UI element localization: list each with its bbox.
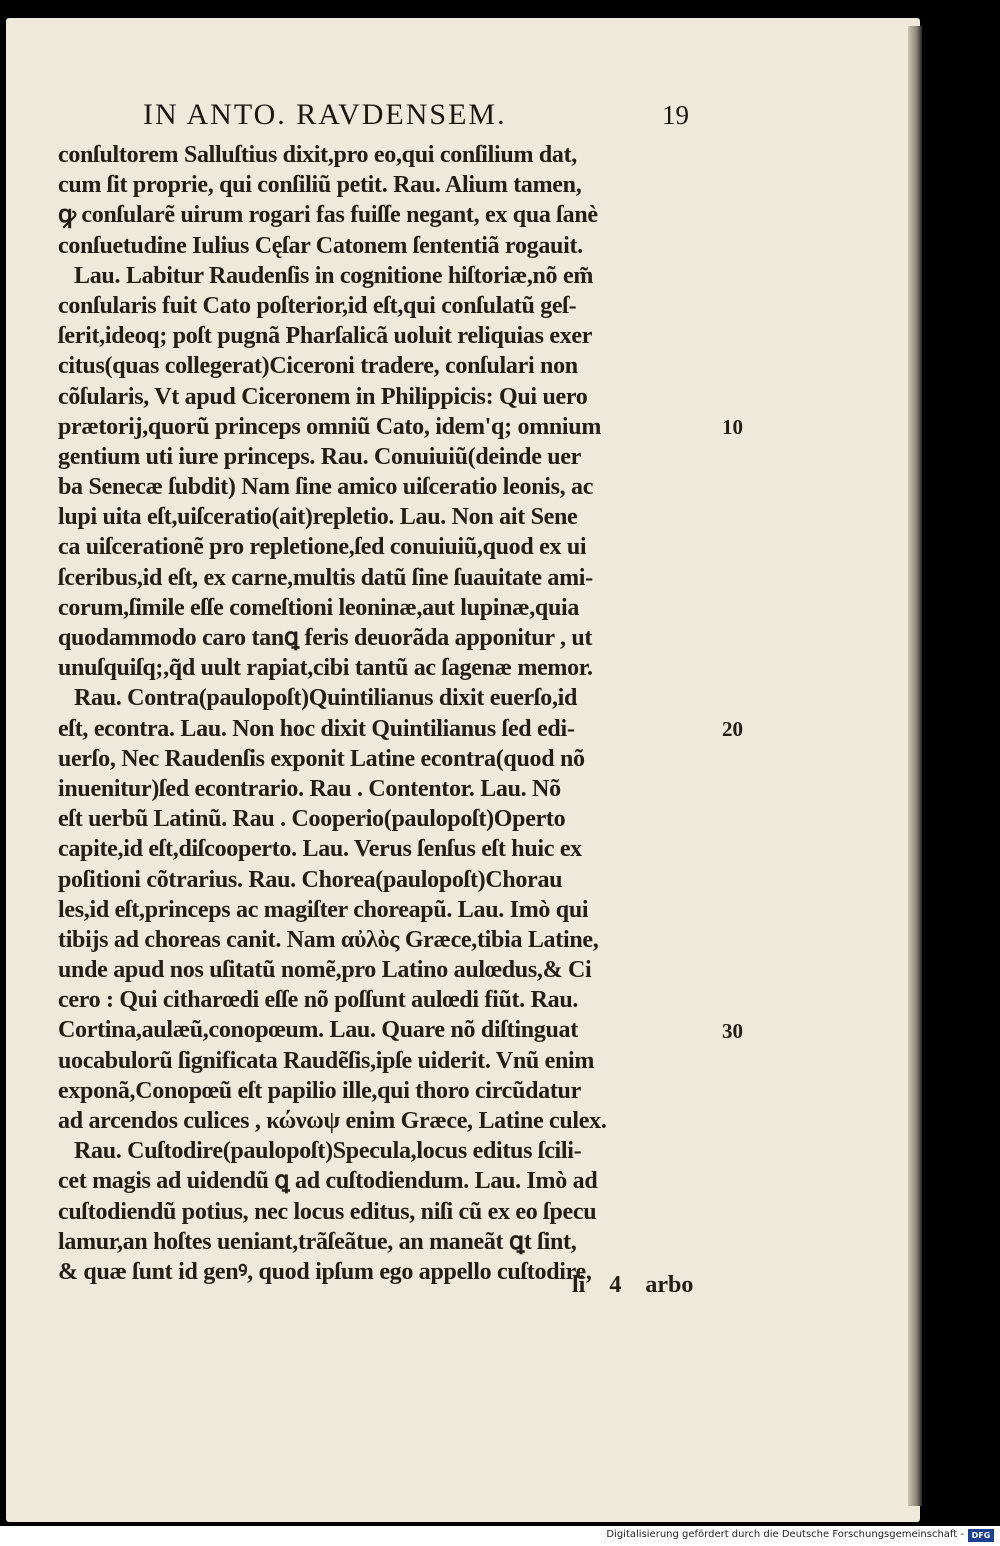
text-line: uerſo, Nec Raudenſis exponit Latine econtra(quod nõ xyxy=(58,745,585,772)
text-line: unde apud nos uſitatũ nomẽ,pro Latino aulœdus,& Ci xyxy=(58,957,592,984)
page-number: 19 xyxy=(662,100,689,130)
text-line: cero : Qui citharœdi eſſe nõ poſſunt aulœdi fiũt. Rau. xyxy=(58,987,579,1014)
text-line: uocabulorũ ſignificata Raudẽſis,ipſe uiderit. Vnũ enim xyxy=(58,1047,595,1074)
text-line: capite,id eſt,diſcooperto. Lau. Verus ſenſus eſt huic ex xyxy=(58,836,582,863)
catchword-line xyxy=(572,1272,693,1299)
text-line: quodammodo caro tanꝗ feris deuorãda apponitur , ut xyxy=(58,625,593,651)
text-line: ba Senecæ ſubdit) Nam ſine amico uiſceratio leonis, ac xyxy=(58,474,594,501)
text-line: citus(quas collegerat)Ciceroni tradere, conſulari non xyxy=(58,353,578,380)
margin-line-number: 30 xyxy=(722,1018,743,1043)
text-line: Lau. Labitur Raudenſis in cognitione hiſtoriæ,nõ em̃ xyxy=(74,262,594,289)
text-line: eſt, econtra. Lau. Non hoc dixit Quintilianus ſed edi- xyxy=(58,715,575,742)
text-line: Rau. Contra(paulopoſt)Quintilianus dixit euerſo,id xyxy=(74,685,578,712)
footer-bar xyxy=(0,1526,1000,1546)
text-line: Cortina,aulæũ,conopœum. Lau. Quare nõ diſtinguat xyxy=(58,1017,578,1044)
text-line: cuſtodiendũ potius, nec locus editus, niſi cũ ex eo ſpecu xyxy=(58,1198,597,1225)
text-line: cum ſit proprie, qui conſiliũ petit. Rau. Alium tamen, xyxy=(58,172,582,199)
dfg-logo-icon: DFG xyxy=(968,1529,994,1542)
funding-credit: Digitalisierung gefördert durch die Deutsche Forschungsgemeinschaft - xyxy=(606,1529,964,1540)
catchword: arbo xyxy=(645,1272,694,1298)
text-line: prætorij,quorũ princeps omniũ Cato, idem'q; omnium xyxy=(58,413,602,440)
text-line: Rau. Cuſtodire(paulopoſt)Specula,locus editus ſcili- xyxy=(74,1138,582,1165)
text-line: les,id eſt,princeps ac magiſter choreарũ. Lau. Imò qui xyxy=(58,896,589,923)
text-line: ꝙ conſularẽ uirum rogari fas fuiſſe negant, ex qua ſanè xyxy=(58,202,598,229)
text-line: ad arcendos culices , κώνωψ enim Græce, Latine culex. xyxy=(58,1108,607,1134)
signature-mark: li 4 xyxy=(572,1272,622,1298)
text-line: gentium uti iure princeps. Rau. Conuiuiũ(deinde uer xyxy=(58,443,582,470)
text-line: tibijs ad choreas canit. Nam αὐλὸς Græce,tibia Latine, xyxy=(58,926,599,953)
main-text-block xyxy=(58,140,748,1287)
margin-line-number: 20 xyxy=(722,716,743,741)
text-line: ca uiſcerationẽ pro repletione,ſed conuiuiũ,quod ex ui xyxy=(58,534,587,561)
text-line: ſceribus,id eſt, ex carne,multis datũ ſine ſuauitate ami- xyxy=(58,564,593,591)
running-title: IN ANTO. RAVDENSEM. xyxy=(143,98,507,131)
text-line: lamur,an hoſtes ueniant,trãſeãtue, an maneãt ꝗt ſint, xyxy=(58,1228,577,1255)
margin-line-number: 10 xyxy=(722,414,743,439)
text-line: exponã,Conopœũ eſt papilio ille,qui thoro circũdatur xyxy=(58,1077,581,1104)
text-line: poſitioni cõtrarius. Rau. Chorea(paulopoſt)Chorau xyxy=(58,866,563,893)
text-line: inuenitur)ſed econtrario. Rau . Contentor. Lau. Nõ xyxy=(58,775,561,802)
text-line: conſuetudine Iulius Cęſar Catonem ſententiã rogauit. xyxy=(58,232,583,259)
text-line: eſt uerbũ Latinũ. Rau . Cooperio(paulopoſt)Operto xyxy=(58,806,566,833)
text-line: cõſularis, Vt apud Ciceronem in Philippicis: Qui uero xyxy=(58,383,588,410)
text-line: conſularis fuit Cato poſterior,id eſt,qui conſulatũ geſ- xyxy=(58,292,577,319)
text-line: lupi uita eſt,uiſceratio(ait)repletio. Lau. Non ait Sene xyxy=(58,504,578,531)
text-line: unuſquiſq;,q̃d uult rapiat,cibi tantũ ac ſagenæ memor. xyxy=(58,655,593,682)
text-line: corum,ſimile eſſe comeſtioni leoninæ,aut lupinæ,quia xyxy=(58,594,580,621)
text-line: conſultorem Salluſtius dixit,pro eo,qui conſilium dat, xyxy=(58,142,577,168)
text-line: ſerit,ideoq; poſt pugnã Pharſalicã uoluit reliquias exer xyxy=(58,323,593,350)
page-gutter-shadow xyxy=(908,26,922,1506)
text-line: cet magis ad uidendũ ꝗ ad cuſtodiendum. Lau. Imò ad xyxy=(58,1168,598,1195)
text-line: & quæ ſunt id genꝰ, quod ipſum ego appello cuſtodire, xyxy=(58,1258,592,1285)
